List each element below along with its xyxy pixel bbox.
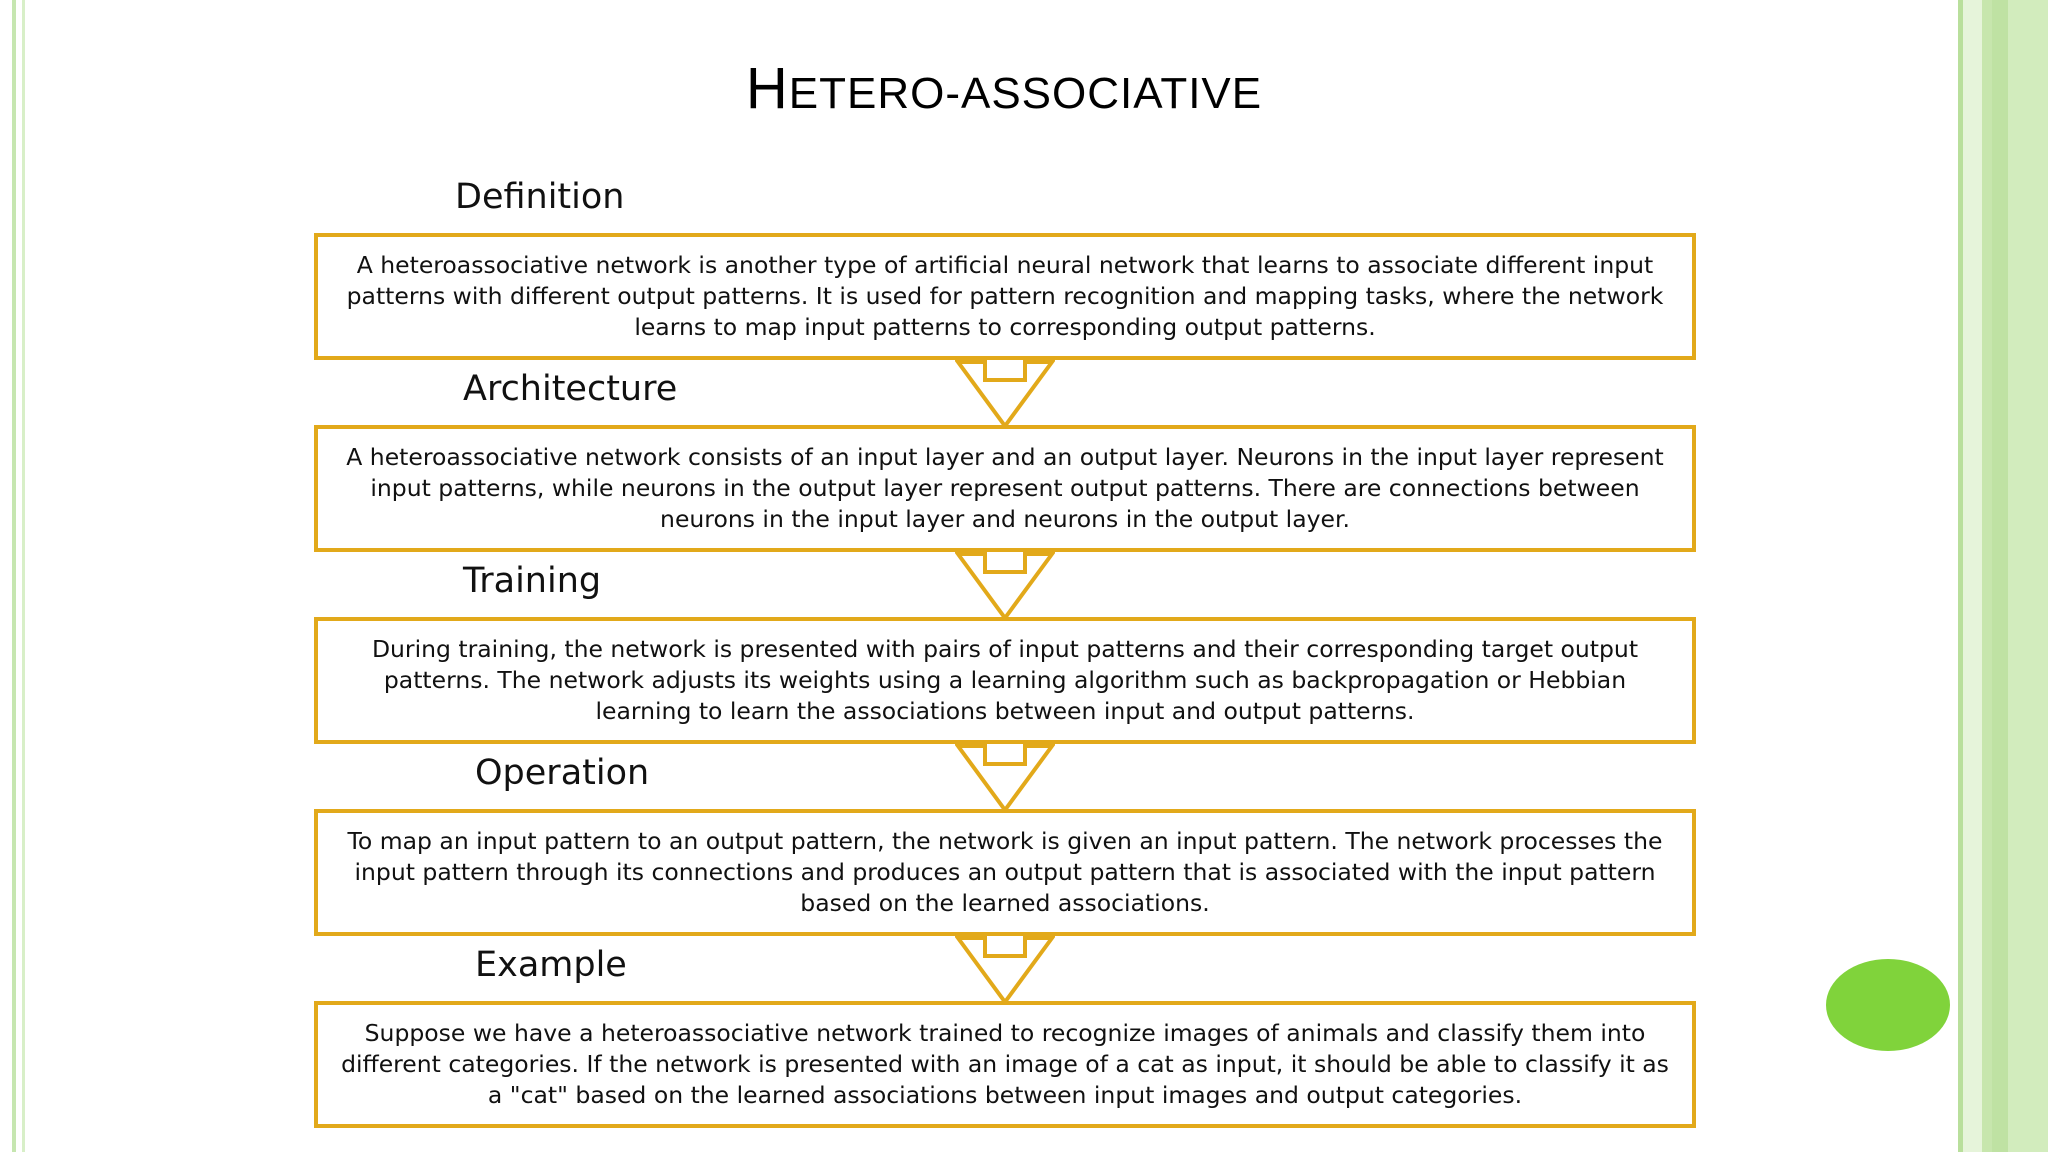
training-box bbox=[314, 617, 1696, 744]
heading-example: Example bbox=[475, 945, 627, 985]
definition-box bbox=[314, 233, 1696, 360]
heading-architecture: Architecture bbox=[463, 369, 678, 409]
operation-box bbox=[314, 809, 1696, 936]
frame-right-band bbox=[1958, 0, 2048, 1152]
heading-training: Training bbox=[463, 561, 602, 601]
architecture-box bbox=[314, 425, 1696, 552]
example-box bbox=[314, 1001, 1696, 1128]
down-arrow-icon bbox=[955, 550, 1055, 620]
slide-title bbox=[0, 55, 2008, 122]
title-rest: ETERO-ASSOCIATIVE bbox=[788, 69, 1263, 118]
down-arrow-icon bbox=[955, 742, 1055, 812]
title-initial: H bbox=[745, 56, 789, 121]
heading-definition: Definition bbox=[455, 177, 625, 217]
operation-text: To map an input pattern to an output pattern, the network is given an input pattern. The network processes the input pattern through its connections and produces an output pattern that is associated with the input pattern based on the learned associations. bbox=[347, 827, 1663, 917]
heading-operation: Operation bbox=[475, 753, 650, 793]
architecture-text: A heteroassociative network consists of an input layer and an output layer. Neurons in the input layer represent input patterns, while neurons in the output layer represent output patterns. There are connections between neurons in the input layer and neurons in the output layer. bbox=[346, 443, 1664, 533]
definition-text: A heteroassociative network is another type of artificial neural network that learns to associate different input patterns with different output patterns. It is used for pattern recognition and mapping tasks, where the network learns to map input patterns to corresponding output patterns. bbox=[346, 251, 1664, 341]
down-arrow-icon bbox=[955, 934, 1055, 1004]
frame-left-line-inner bbox=[22, 0, 25, 1152]
down-arrow-icon bbox=[955, 358, 1055, 428]
example-text: Suppose we have a heteroassociative network trained to recognize images of animals and classify them into different categories. If the network is presented with an image of a cat as input, it should be able to classify it as a "cat" based on the learned associations between input images and output categories. bbox=[341, 1019, 1669, 1109]
training-text: During training, the network is presented with pairs of input patterns and their corresponding target output patterns. The network adjusts its weights using a learning algorithm such as backpropagation or Hebbian learning to learn the associations between input and output patterns. bbox=[371, 635, 1639, 725]
green-circle-decoration bbox=[1826, 959, 1950, 1051]
frame-left-line bbox=[12, 0, 16, 1152]
